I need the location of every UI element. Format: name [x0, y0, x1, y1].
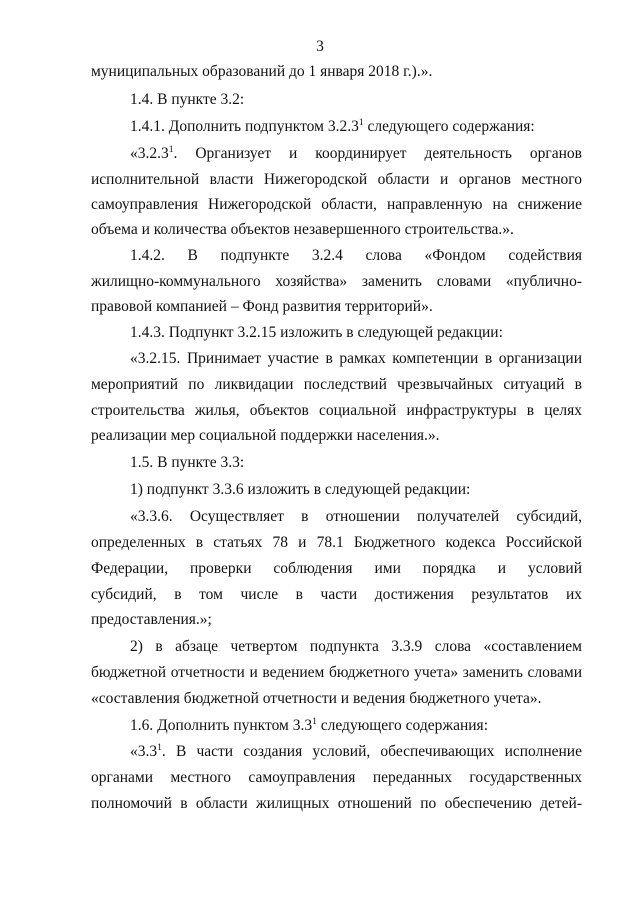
text-line: бюджетной отчетности и ведением бюджетного учета» заменить словами	[91, 664, 582, 681]
text-line: «$3.3^1$. В части создания условий, обеспечивающих исполнение	[130, 742, 582, 760]
text-line: органами местного самоуправления переданных государственных	[91, 769, 582, 786]
text-line: «3.2.15. Принимает участие в рамках компетенции в организации	[130, 350, 582, 367]
text-line: 1.4.1. Дополнить подпунктом 3.2.3$^1$ следующего содержания:	[130, 117, 535, 135]
text-line: 2) в абзаце четвертом подпункта 3.3.9 слова «составлением	[130, 638, 582, 655]
text-line: 1.6. Дополнить пунктом $3.3^1$ следующего содержания:	[130, 716, 488, 734]
text-line: определенных в статьях 78 и 78.1 Бюджетного кодекса Российской	[91, 534, 582, 551]
text-line: Федерации, проверки соблюдения ими порядка и условий	[91, 560, 582, 577]
text-line: мероприятий по ликвидации последствий чрезвычайных ситуаций в	[91, 376, 582, 393]
text-line: самоуправления Нижегородской области, направленную на снижение	[91, 196, 582, 213]
text-line: строительства жилья, объектов социальной инфраструктуры в целях	[91, 402, 582, 419]
text-line: объема и количества объектов незавершенного строительства.».	[91, 221, 514, 238]
text-line: правовой компанией – Фонд развития территорий».	[91, 298, 433, 315]
text-line: реализации мер социальной поддержки населения.».	[91, 427, 440, 444]
text-line: «3.3.6. Осуществляет в отношении получателей субсидий,	[130, 508, 582, 525]
text-line: полномочий в области жилищных отношений по обеспечению детей-	[91, 795, 582, 812]
text-line: 1.5. В пункте 3.3:	[130, 454, 245, 471]
text-line: «составления бюджетной отчетности и ведения бюджетного учета».	[91, 690, 542, 707]
text-line: исполнительной власти Нижегородской области и органов местного	[91, 171, 582, 188]
text-line: 1.4.3. Подпункт 3.2.15 изложить в следующей редакции:	[130, 324, 503, 341]
text-line: жилищно-коммунального хозяйства» заменить словами «публично-	[91, 273, 582, 290]
text-line: предоставления.»;	[91, 611, 212, 628]
text-line: муниципальных образований до 1 января 2018 г.).».	[91, 63, 433, 80]
text-line: 1.4.2. В подпункте 3.2.4 слова «Фондом содействия	[130, 247, 582, 264]
text-line: 1.4. В пункте 3.2:	[130, 91, 245, 108]
text-line: субсидий, в том числе в части достижения результатов их	[91, 586, 582, 603]
text-line: 1) подпункт 3.3.6 изложить в следующей редакции:	[130, 481, 471, 498]
text-line: «3.2.3$^1$. Организует и координирует деятельность органов	[130, 144, 582, 162]
page-number: 3	[316, 38, 324, 55]
